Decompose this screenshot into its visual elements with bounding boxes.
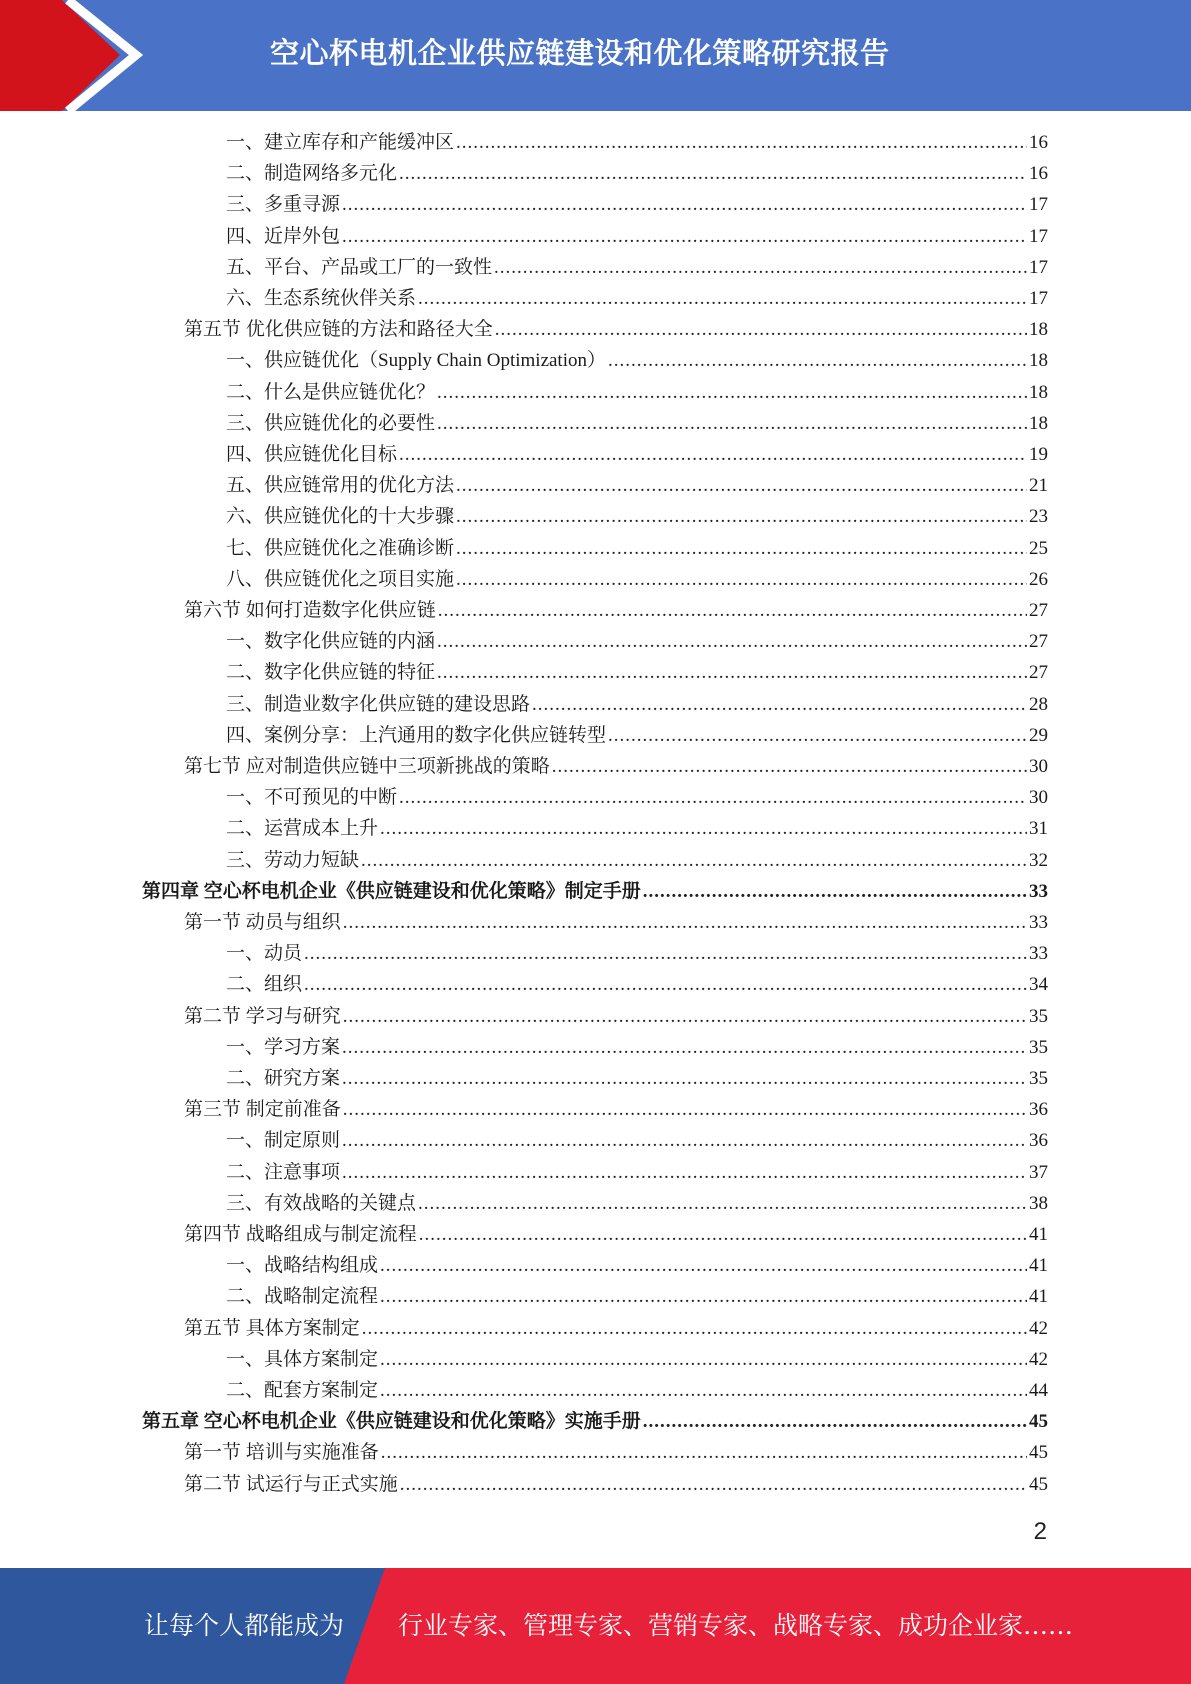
toc-entry-page: 25 xyxy=(1029,537,1048,559)
toc-entry-page: 17 xyxy=(1029,288,1048,309)
toc-subsection-entry[interactable] xyxy=(226,345,1048,376)
toc-subsection-entry[interactable] xyxy=(226,158,1048,189)
toc-dot-leader xyxy=(342,189,1027,220)
toc-entry-label: 四、近岸外包 xyxy=(226,225,341,247)
toc-entry-page: 38 xyxy=(1029,1192,1048,1214)
toc-entry-label: 一、数字化供应链的内涵 xyxy=(226,631,436,653)
toc-entry-page: 41 xyxy=(1029,1286,1048,1308)
toc-entry-page: 45 xyxy=(1029,1411,1048,1433)
toc-dot-leader xyxy=(380,1250,1027,1281)
toc-subsection-entry[interactable] xyxy=(226,1344,1048,1375)
toc-dot-leader xyxy=(342,1157,1027,1188)
toc-entry-page: 45 xyxy=(1029,1473,1048,1495)
toc-subsection-entry[interactable] xyxy=(226,657,1048,688)
toc-entry-page: 42 xyxy=(1029,1317,1048,1339)
toc-subsection-entry[interactable] xyxy=(226,938,1048,969)
toc-subsection-entry[interactable] xyxy=(226,720,1048,751)
toc-subsection-entry[interactable] xyxy=(226,626,1048,657)
toc-entry-label: 三、多重寻源 xyxy=(226,194,341,216)
toc-section-entry[interactable] xyxy=(184,1094,1048,1125)
toc-subsection-entry[interactable] xyxy=(226,127,1048,158)
toc-dot-leader xyxy=(643,876,1027,907)
toc-entry-label: 第四节 战略组成与制定流程 xyxy=(184,1224,417,1245)
toc-entry-label: 第七节 应对制造供应链中三项新挑战的策略 xyxy=(184,756,550,777)
toc-entry-page: 37 xyxy=(1029,1161,1048,1183)
toc-entry-label: 八、供应链优化之项目实施 xyxy=(226,568,455,590)
toc-entry-page: 34 xyxy=(1029,974,1048,996)
toc-entry-label: 第五节 优化供应链的方法和路径大全 xyxy=(184,319,493,341)
toc-dot-leader xyxy=(399,782,1027,813)
toc-dot-leader xyxy=(418,1188,1027,1219)
toc-entry-label: 三、劳动力短缺 xyxy=(226,849,360,871)
toc-entry-label: 四、供应链优化目标 xyxy=(226,444,398,465)
toc-dot-leader xyxy=(608,345,1027,376)
toc-entry-page: 45 xyxy=(1029,1442,1048,1464)
toc-dot-leader xyxy=(456,501,1027,532)
toc-entry-page: 19 xyxy=(1029,444,1048,465)
toc-entry-page: 18 xyxy=(1029,319,1048,341)
toc-subsection-entry[interactable] xyxy=(226,501,1048,532)
toc-entry-label: 第五节 具体方案制定 xyxy=(184,1317,360,1339)
toc-dot-leader xyxy=(381,1437,1027,1468)
toc-subsection-entry[interactable] xyxy=(226,377,1048,408)
document-title: 空心杯电机企业供应链建设和优化策略研究报告 xyxy=(270,36,890,70)
toc-entry-label: 七、供应链优化之准确诊断 xyxy=(226,537,455,559)
toc-entry-label: 第六节 如何打造数字化供应链 xyxy=(184,600,436,621)
toc-dot-leader xyxy=(304,938,1027,969)
toc-entry-page: 41 xyxy=(1029,1224,1048,1245)
toc-entry-label: 一、动员 xyxy=(226,943,303,965)
toc-entry-page: 42 xyxy=(1029,1348,1048,1370)
toc-section-entry[interactable] xyxy=(184,907,1048,938)
toc-entry-page: 30 xyxy=(1029,756,1048,777)
toc-entry-page: 21 xyxy=(1029,475,1048,497)
toc-entry-label: 一、具体方案制定 xyxy=(226,1348,379,1370)
toc-dot-leader xyxy=(342,1063,1027,1094)
toc-subsection-entry[interactable] xyxy=(226,1063,1048,1094)
toc-subsection-entry[interactable] xyxy=(226,845,1048,876)
toc-subsection-entry[interactable] xyxy=(226,813,1048,844)
toc-entry-label: 一、学习方案 xyxy=(226,1036,341,1058)
toc-dot-leader xyxy=(399,439,1027,470)
toc-entry-label: 一、供应链优化（Supply Chain Optimization） xyxy=(226,350,606,372)
toc-entry-label: 第二节 试运行与正式实施 xyxy=(184,1473,398,1495)
toc-dot-leader xyxy=(437,626,1027,657)
toc-entry-label: 二、组织 xyxy=(226,974,303,996)
toc-dot-leader xyxy=(552,751,1027,782)
toc-entry-label: 三、有效战略的关键点 xyxy=(226,1192,417,1214)
toc-dot-leader xyxy=(608,720,1027,751)
toc-entry-label: 第五章 空心杯电机企业《供应链建设和优化策略》实施手册 xyxy=(142,1411,641,1433)
toc-entry-page: 33 xyxy=(1029,880,1048,902)
page-number: 2 xyxy=(1033,1518,1047,1545)
toc-entry-page: 18 xyxy=(1029,350,1048,372)
toc-subsection-entry[interactable] xyxy=(226,564,1048,595)
toc-section-entry[interactable] xyxy=(184,751,1048,782)
toc-entry-page: 33 xyxy=(1029,943,1048,965)
toc-entry-label: 一、战略结构组成 xyxy=(226,1255,379,1277)
toc-dot-leader xyxy=(343,1094,1027,1125)
toc-entry-page: 36 xyxy=(1029,1130,1048,1152)
toc-entry-label: 二、运营成本上升 xyxy=(226,818,379,840)
toc-entry-label: 五、平台、产品或工厂的一致性 xyxy=(226,256,493,278)
toc-entry-page: 28 xyxy=(1029,693,1048,715)
toc-section-entry[interactable] xyxy=(184,1001,1048,1032)
toc-subsection-entry[interactable] xyxy=(226,969,1048,1000)
toc-dot-leader xyxy=(362,1313,1027,1344)
toc-entry-label: 第一节 培训与实施准备 xyxy=(184,1442,379,1464)
toc-subsection-entry[interactable] xyxy=(226,1188,1048,1219)
toc-chapter-entry[interactable] xyxy=(142,876,1048,907)
toc-entry-label: 三、供应链优化的必要性 xyxy=(226,412,436,434)
toc-subsection-entry[interactable] xyxy=(226,1157,1048,1188)
toc-dot-leader xyxy=(342,221,1027,252)
toc-entry-label: 一、不可预见的中断 xyxy=(226,787,398,809)
header-red-arrow xyxy=(0,0,120,111)
toc-dot-leader xyxy=(495,314,1027,345)
toc-dot-leader xyxy=(418,283,1027,314)
toc-entry-label: 二、配套方案制定 xyxy=(226,1380,379,1401)
toc-entry-label: 二、什么是供应链优化？ xyxy=(226,381,436,403)
toc-dot-leader xyxy=(380,1281,1027,1312)
footer-slogan-right: 行业专家、管理专家、营销专家、战略专家、成功企业家…… xyxy=(398,1611,1074,1640)
toc-entry-page: 30 xyxy=(1029,787,1048,809)
toc-subsection-entry[interactable] xyxy=(226,283,1048,314)
toc-subsection-entry[interactable] xyxy=(226,782,1048,813)
toc-entry-page: 17 xyxy=(1029,225,1048,247)
toc-dot-leader xyxy=(494,252,1027,283)
toc-section-entry[interactable] xyxy=(184,314,1048,345)
toc-entry-page: 17 xyxy=(1029,256,1048,278)
toc-entry-label: 第二节 学习与研究 xyxy=(184,1005,341,1027)
toc-entry-page: 26 xyxy=(1029,568,1048,590)
toc-chapter-entry[interactable] xyxy=(142,1406,1048,1437)
toc-subsection-entry[interactable] xyxy=(226,1281,1048,1312)
toc-dot-leader xyxy=(456,470,1027,501)
toc-dot-leader xyxy=(361,845,1027,876)
toc-entry-page: 35 xyxy=(1029,1036,1048,1058)
footer-slogan-left: 让每个人都能成为 xyxy=(144,1611,345,1640)
toc-entry-label: 一、制定原则 xyxy=(226,1130,341,1152)
toc-subsection-entry[interactable] xyxy=(226,470,1048,501)
toc-entry-page: 35 xyxy=(1029,1005,1048,1027)
toc-subsection-entry[interactable] xyxy=(226,408,1048,439)
toc-section-entry[interactable] xyxy=(184,595,1048,626)
toc-dot-leader xyxy=(343,1001,1027,1032)
toc-entry-page: 16 xyxy=(1029,132,1048,153)
toc-entry-page: 32 xyxy=(1029,849,1048,871)
toc-dot-leader xyxy=(456,533,1027,564)
toc-subsection-entry[interactable] xyxy=(226,1375,1048,1406)
toc-subsection-entry[interactable] xyxy=(226,1125,1048,1156)
toc-dot-leader xyxy=(437,408,1027,439)
toc-entry-page: 27 xyxy=(1029,631,1048,653)
toc-dot-leader xyxy=(437,377,1027,408)
toc-entry-page: 31 xyxy=(1029,818,1048,840)
toc-dot-leader xyxy=(342,1125,1027,1156)
toc-entry-label: 二、研究方案 xyxy=(226,1068,341,1089)
toc-dot-leader xyxy=(380,1375,1027,1406)
toc-entry-page: 29 xyxy=(1029,724,1048,746)
toc-entry-label: 三、制造业数字化供应链的建设思路 xyxy=(226,693,531,715)
toc-entry-page: 27 xyxy=(1029,600,1048,621)
toc-dot-leader xyxy=(643,1406,1027,1437)
toc-entry-page: 23 xyxy=(1029,506,1048,528)
toc-dot-leader xyxy=(437,657,1027,688)
toc-entry-page: 18 xyxy=(1029,412,1048,434)
toc-entry-label: 二、数字化供应链的特征 xyxy=(226,662,436,684)
toc-entry-label: 六、生态系统伙伴关系 xyxy=(226,288,417,309)
toc-dot-leader xyxy=(456,127,1027,158)
toc-subsection-entry[interactable] xyxy=(226,189,1048,220)
toc-entry-label: 二、战略制定流程 xyxy=(226,1286,379,1308)
toc-entry-page: 27 xyxy=(1029,662,1048,684)
page-header xyxy=(0,0,1191,111)
toc-entry-page: 16 xyxy=(1029,163,1048,185)
toc-entry-page: 33 xyxy=(1029,912,1048,933)
toc-subsection-entry[interactable] xyxy=(226,533,1048,564)
toc-entry-label: 四、案例分享：上汽通用的数字化供应链转型 xyxy=(226,724,607,746)
toc-entry-page: 17 xyxy=(1029,194,1048,216)
toc-entry-label: 一、建立库存和产能缓冲区 xyxy=(226,132,455,153)
toc-dot-leader xyxy=(304,969,1027,1000)
toc-dot-leader xyxy=(438,595,1027,626)
toc-dot-leader xyxy=(399,158,1027,189)
toc-entry-label: 第三节 制定前准备 xyxy=(184,1099,341,1121)
toc-dot-leader xyxy=(400,1469,1027,1500)
toc-dot-leader xyxy=(342,1032,1027,1063)
toc-subsection-entry[interactable] xyxy=(226,1032,1048,1063)
toc-entry-page: 36 xyxy=(1029,1099,1048,1121)
toc-section-entry[interactable] xyxy=(184,1437,1048,1468)
toc-entry-label: 第一节 动员与组织 xyxy=(184,912,341,933)
toc-entry-page: 18 xyxy=(1029,381,1048,403)
toc-section-entry[interactable] xyxy=(184,1313,1048,1344)
toc-section-entry[interactable] xyxy=(184,1469,1048,1500)
toc-entry-label: 六、供应链优化的十大步骤 xyxy=(226,506,455,528)
toc-entry-label: 二、注意事项 xyxy=(226,1161,341,1183)
toc-dot-leader xyxy=(343,907,1027,938)
toc-dot-leader xyxy=(532,689,1027,720)
toc-subsection-entry[interactable] xyxy=(226,1250,1048,1281)
toc-subsection-entry[interactable] xyxy=(226,221,1048,252)
page-footer xyxy=(0,1568,1191,1684)
toc-entry-label: 五、供应链常用的优化方法 xyxy=(226,475,455,497)
toc-subsection-entry[interactable] xyxy=(226,439,1048,470)
toc-entry-label: 二、制造网络多元化 xyxy=(226,163,398,185)
toc-dot-leader xyxy=(456,564,1027,595)
toc-dot-leader xyxy=(380,813,1027,844)
toc-dot-leader xyxy=(380,1344,1027,1375)
toc-subsection-entry[interactable] xyxy=(226,252,1048,283)
toc-entry-page: 41 xyxy=(1029,1255,1048,1277)
toc-entry-label: 第四章 空心杯电机企业《供应链建设和优化策略》制定手册 xyxy=(142,880,641,902)
toc-entry-page: 35 xyxy=(1029,1068,1048,1089)
toc-dot-leader xyxy=(419,1219,1027,1250)
toc-section-entry[interactable] xyxy=(184,1219,1048,1250)
toc-entry-page: 44 xyxy=(1029,1380,1048,1401)
toc-subsection-entry[interactable] xyxy=(226,689,1048,720)
